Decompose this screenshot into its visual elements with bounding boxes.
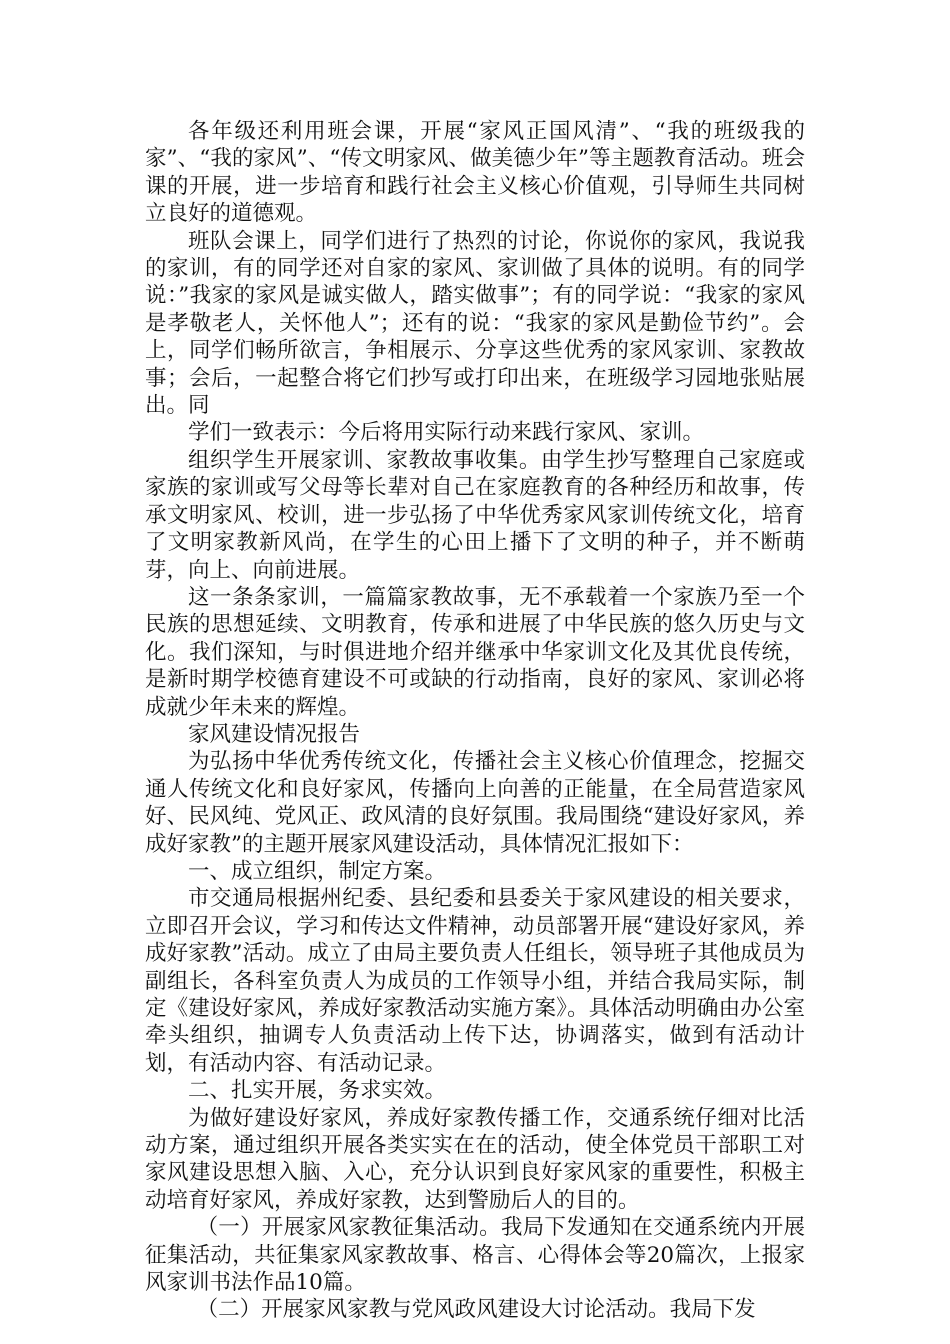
- paragraph-implementation: 为做好建设好家风，养成好家教传播工作，交通系统仔细对比活动方案，通过组织开展各类实实在在的活动，使全体党员干部职工对家风建设思想入脑、入心，充分认识到良好家风家的重要性，积极主动培育好家风，养成好家教，达到警励后人的目的。: [145, 1105, 805, 1213]
- paragraph-organization: 市交通局根据州纪委、县纪委和县委关于家风建设的相关要求，立即召开会议，学习和传达文件精神，动员部署开展“建设好家风，养成好家教”活动。成立了由局主要负责人任组长，领导班子其他成员为副组长，各科室负责人为成员的工作领导小组，并结合我局实际，制定《建设好家风，养成好家教活动实施方案》。具体活动明确由办公室牵头组织，抽调专人负责活动上传下达，协调落实，做到有活动计划，有活动内容、有活动记录。: [145, 886, 805, 1076]
- paragraph-class-meeting: 各年级还利用班会课，开展“家风正国风清”、“我的班级我的家”、“我的家风”、“传文明家风、做美德少年”等主题教育活动。班会课的开展，进一步培育和践行社会主义核心价值观，引导师生共同树立良好的道德观。: [145, 119, 805, 227]
- document-body: [145, 118, 805, 1324]
- section-heading-1: 一、成立组织，制定方案。: [188, 858, 447, 884]
- paragraph-family-motto-value: 这一条条家训，一篇篇家教故事，无不承载着一个家族乃至一个民族的思想延续、文明教育，传承和进展了中华民族的悠久历史与文化。我们深知，与时俱进地介绍并继承中华家训文化及其优良传统，是新时期学校德育建设不可或缺的行动指南，良好的家风、家训必将成就少年未来的辉煌。: [145, 584, 805, 720]
- section-heading-2: 二、扎实开展，务求实效。: [188, 1078, 447, 1104]
- subsection-collection: （一）开展家风家教征集活动。我局下发通知在交通系统内开展征集活动，共征集家风家教故事、格言、心得体会等20篇次，上报家风家训书法作品10篇。: [145, 1215, 805, 1296]
- paragraph-report-intro: 为弘扬中华优秀传统文化，传播社会主义核心价值理念，挖掘交通人传统文化和良好家风，传播向上向善的正能量，在全局营造家风好、民风纯、党风正、政风清的良好氛围。我局围绕“建设好家风，养成好家教”的主题开展家风建设活动，具体情况汇报如下：: [145, 749, 805, 857]
- report-title: 家风建设情况报告: [188, 721, 361, 747]
- paragraph-story-collection: 组织学生开展家训、家教故事收集。由学生抄写整理自己家庭或家族的家训或写父母等长辈对自己在家庭教育的各种经历和故事，传承文明家风、校训，进一步弘扬了中华优秀家风家训传统文化，培育了文明家教新风尚，在学生的心田上播下了文明的种子，并不断萌芽，向上、向前进展。: [145, 447, 805, 583]
- paragraph-discussion: 班队会课上，同学们进行了热烈的讨论，你说你的家风，我说我的家训，有的同学还对自家的家风、家训做了具体的说明。有的同学说：”我家的家风是诚实做人，踏实做事”；有的同学说：“我家的家风是孝敬老人，关怀他人”；还有的说：“我家的家风是勤俭节约”。会上，同学们畅所欲言，争相展示、分享这些优秀的家风家训、家教故事；会后，一起整合将它们抄写或打印出来，在班级学习园地张贴展出。同: [145, 228, 805, 419]
- paragraph-students-express: 学们一致表示：今后将用实际行动来践行家风、家训。: [188, 420, 705, 446]
- subsection-discussion: （二）开展家风家教与党风政风建设大讨论活动。我局下发: [196, 1297, 756, 1323]
